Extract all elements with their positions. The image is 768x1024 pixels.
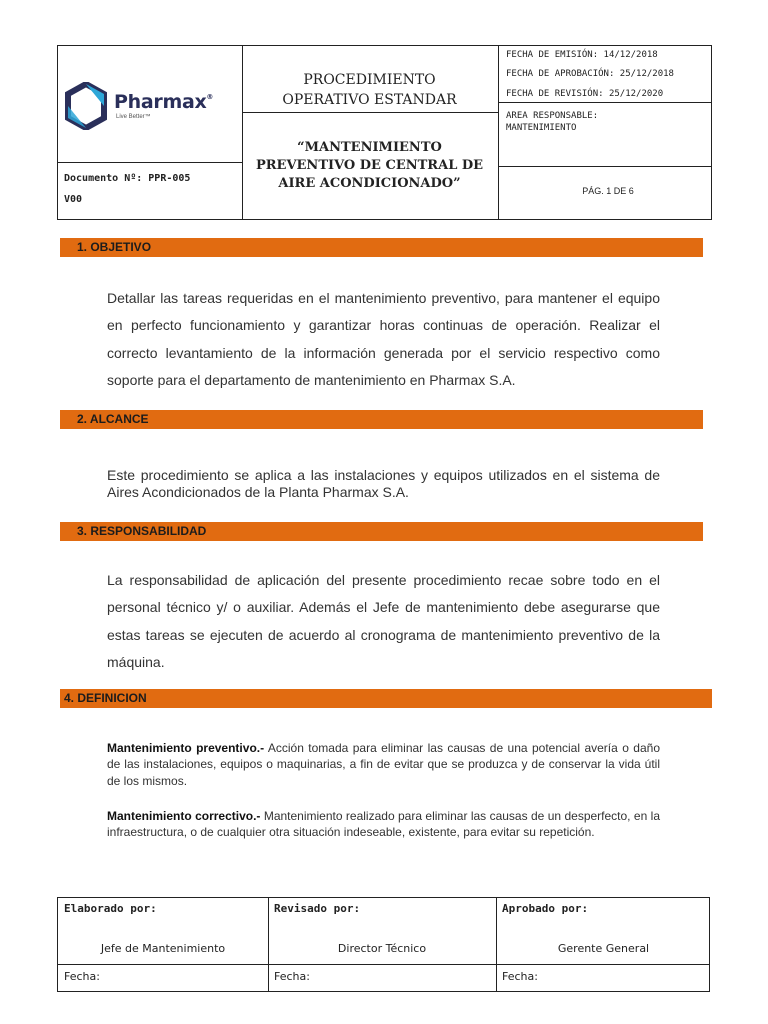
- procedure-title: [242, 139, 497, 193]
- pharmax-logo-icon: [64, 82, 108, 130]
- document-type-title: [242, 70, 497, 110]
- divider: [498, 46, 499, 219]
- signature-date: Fecha:: [502, 970, 538, 983]
- revision-date: FECHA DE REVISIÓN: 25/12/2020: [506, 89, 664, 99]
- responsible-area-label: AREA RESPONSABLE:: [506, 111, 599, 121]
- elaborado-cell: [58, 898, 268, 991]
- divider: [242, 112, 498, 113]
- document-number-block: [64, 168, 190, 210]
- subtitle-line: AIRE ACONDICIONADO”: [278, 176, 461, 191]
- logo-tagline: Live Better™: [116, 114, 151, 120]
- alcance-text: Este procedimiento se aplica a las instalaciones y equipos utilizados en el sistema de Aires Acondicionados de la Planta Pharmax S.A.: [107, 467, 660, 500]
- signature-label: Revisado por:: [274, 902, 361, 915]
- signature-label: Aprobado por:: [502, 902, 589, 915]
- section-heading-responsabilidad: 3. RESPONSABILIDAD: [60, 522, 703, 541]
- definition-term: Mantenimiento correctivo.-: [107, 809, 261, 823]
- responsabilidad-text: La responsabilidad de aplicación del presente procedimiento recae sobre todo en el personal técnico y/ o auxiliar. Además el Jefe de mantenimiento debe asegurarse que estas tareas se ejecuten de acuerdo al cronograma de mantenimiento preventivo de la máquina.: [107, 572, 660, 670]
- logo-wordmark: Pharmax®: [114, 91, 214, 113]
- definition-text: Mantenimiento realizado para eliminar las causas de un desperfecto, en la infraestructura, o de cualquier otra situación indeseable, existente, para evitar su repetición.: [107, 809, 660, 840]
- signature-date: Fecha:: [64, 970, 100, 983]
- company-logo: [64, 82, 234, 138]
- title-line: PROCEDIMIENTO: [303, 72, 436, 88]
- revisado-cell: [268, 898, 496, 991]
- aprobado-cell: [496, 898, 711, 991]
- signature-role: Gerente General: [557, 942, 650, 955]
- divider: [58, 162, 242, 163]
- document-version: V00: [64, 194, 83, 205]
- responsible-area-value: MANTENIMIENTO: [506, 123, 577, 133]
- definition-preventivo: [107, 740, 660, 789]
- section-heading-alcance: 2. ALCANCE: [60, 410, 703, 429]
- document-header: [57, 45, 712, 220]
- emission-date: FECHA DE EMISIÓN: 14/12/2018: [506, 50, 658, 60]
- objetivo-text: Detallar las tareas requeridas en el mantenimiento preventivo, para mantener el equipo en perfecto funcionamiento y garantizar horas continuas de operación. Realizar el correcto levantamiento de la información generada por el servicio respectivo como soporte para el departamento de mantenimiento en Pharmax S.A.: [107, 290, 660, 388]
- subtitle-line: “MANTENIMIENTO: [297, 140, 442, 155]
- page-number: PÁG. 1 DE 6: [582, 186, 634, 196]
- signature-role: Director Técnico: [337, 942, 427, 955]
- divider: [498, 102, 711, 103]
- subtitle-line: PREVENTIVO DE CENTRAL DE: [255, 158, 484, 173]
- signature-date: Fecha:: [274, 970, 310, 983]
- responsible-area: [506, 110, 598, 134]
- definition-term: Mantenimiento preventivo.-: [107, 741, 265, 755]
- approval-date: FECHA DE APROBACIÓN: 25/12/2018: [506, 69, 674, 79]
- section-heading-objetivo: 1. OBJETIVO: [60, 238, 703, 257]
- approval-table: [57, 897, 710, 992]
- divider: [498, 166, 711, 167]
- signature-role: Jefe de Mantenimiento: [100, 942, 226, 955]
- definition-correctivo: [107, 808, 660, 841]
- section-heading-definicion: 4. DEFINICION: [60, 689, 712, 708]
- document-number: Documento Nº: PPR-005: [64, 173, 191, 184]
- definition-text: Acción tomada para eliminar las causas de una potencial avería o daño de las instalaciones, equipos o maquinarias, a fin de evitar que se produzca y de conservar la vida útil de los mismos.: [107, 741, 660, 788]
- signature-label: Elaborado por:: [64, 902, 157, 915]
- title-line: OPERATIVO ESTANDAR: [282, 92, 457, 108]
